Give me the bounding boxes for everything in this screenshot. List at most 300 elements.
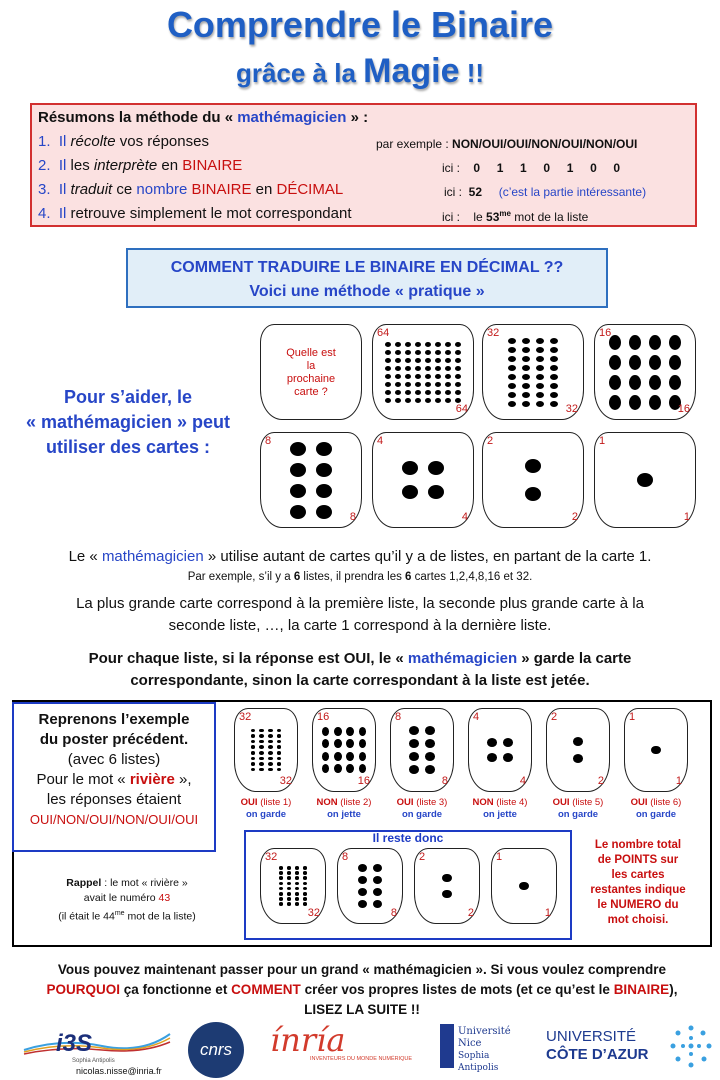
card-dot [428,461,444,475]
card-dot [290,442,306,456]
card-dot [385,350,391,355]
card-dot [536,392,544,398]
para-keep-rule: Pour chaque liste, si la réponse est OUI, le « mathémagicien » garde la carte correspondante, sinon la carte correspondant à la liste est jetée. [88,650,632,689]
card-corner-label: 8 [395,711,402,723]
card-dot [415,358,421,363]
method-step-1: 1. Il récolte vos réponses [38,133,209,150]
card-dot [334,727,341,736]
card-dot [251,745,256,749]
card-dot [435,398,441,403]
card-dot [649,355,661,370]
example-card-4 [468,708,532,792]
card-dot [425,350,431,355]
card-dot [316,484,332,498]
card-dot [536,347,544,353]
card-dot [522,401,530,407]
card-dot [536,383,544,389]
example-card-8 [390,708,454,792]
card-dot [358,876,367,884]
card-corner-label: 2 [419,851,426,863]
card-corner-label: 2 [597,775,604,787]
card-dot [295,887,300,890]
card-corner-label: 16 [357,775,370,787]
card-dot [277,751,282,755]
card-dot [550,347,558,353]
card-dot [268,734,273,738]
card-dot [445,366,451,371]
card-dot [287,887,292,890]
card-dot [609,395,621,410]
card-dot [303,866,308,869]
card-dot [303,876,308,879]
card-dot [358,888,367,896]
card-corner-label: 64 [377,327,390,339]
card-dot [455,382,461,387]
card-dot [405,358,411,363]
card-dot [508,365,516,371]
card-dot [415,342,421,347]
uca-logo: UNIVERSITÉ CÔTE D’AZUR [546,1024,716,1068]
method-step-1-example: par exemple : NON/OUI/OUI/NON/OUI/NON/OUI [376,137,638,151]
cnrs-logo: cnrs [188,1022,250,1066]
card-dot [295,876,300,879]
card-corner-label: 8 [265,435,272,447]
card-corner-label: 16 [599,327,612,339]
card-dot [508,374,516,380]
card-dot [279,871,284,874]
card-dot [629,355,641,370]
remaining-cards-title: Il reste donc [372,831,444,845]
card-16 [594,324,696,420]
card-dot [395,390,401,395]
card-dot [251,740,256,744]
card-corner-label: 8 [441,775,448,787]
card-dot [425,358,431,363]
card-dot [508,338,516,344]
card-dot [455,390,461,395]
card-dot [522,365,530,371]
card-corner-label: 1 [683,511,690,523]
card-dot [303,902,308,905]
card-corner-label: 8 [390,907,397,919]
card-dot [487,753,497,762]
card-dot [409,739,419,748]
comment-line-1: COMMENT TRADUIRE LE BINAIRE EN DÉCIMAL ?? [170,259,564,276]
reminder-note: Rappel : le mot « rivière » avait le numéro 43 (il était le $44^{me}$ mot de la liste) [58,877,196,923]
card-corner-label: 4 [461,511,468,523]
total-points-note: Le nombre total de POINTS sur les cartes restantes indique le NUMERO du mot choisi. [590,839,686,926]
card-8 [260,432,362,528]
card-dot [316,442,332,456]
uca-dots-icon [668,1024,714,1070]
card-dot [508,383,516,389]
card-dot [425,752,435,761]
card-dot [295,892,300,895]
poster-title: Comprendre le Binaire [166,4,554,45]
method-step-2-example: ici : 0 1 1 0 1 0 0 [442,161,621,175]
example-card-verdict: OUI (liste 5) on garde [552,797,604,820]
card-dot [358,864,367,872]
card-dot [287,866,292,869]
card-dot [395,398,401,403]
card-dot [455,342,461,347]
card-dot [425,739,435,748]
card-dot [405,366,411,371]
card-dot [290,463,306,477]
remaining-card-8 [337,848,403,924]
card-dot [637,473,653,487]
example-card-16 [312,708,376,792]
card-dot [287,897,292,900]
card-dot [290,505,306,519]
card-corner-label: 32 [307,907,320,919]
card-64 [372,324,474,420]
card-dot [455,398,461,403]
card-dot [251,768,256,772]
helper-caption [6,385,250,460]
method-step-3-example: ici : 52 (c’est la partie intéressante) [444,185,647,199]
card-corner-label: 32 [565,403,578,415]
card-4 [372,432,474,528]
card-dot [268,762,273,766]
card-dot [334,739,341,748]
card-dot [445,398,451,403]
card-dot [455,374,461,379]
card-dot [405,398,411,403]
card-dot [277,768,282,772]
card-dot [359,752,366,761]
example-intro-line-1: Reprenons l’exemple [38,711,190,728]
card-dot [550,356,558,362]
card-dot [415,350,421,355]
card-dot [268,729,273,733]
example-card-32 [234,708,298,792]
helper-caption-line-2: « mathémagicien » peut [25,412,231,432]
helper-caption-line-3: utiliser des cartes : [45,437,211,457]
card-dot [550,374,558,380]
example-intro-line-5: les réponses étaient [46,791,182,808]
card-dot [536,374,544,380]
example-card-verdict: NON (liste 2) on jette [316,797,372,820]
card-dot [425,765,435,774]
card-dot [550,392,558,398]
card-corner-label: 4 [473,711,480,723]
card-dot [550,365,558,371]
card-dot [277,745,282,749]
card-dot [649,375,661,390]
method-heading: Résumons la méthode du « mathémagicien » : [38,109,369,126]
card-dot [303,871,308,874]
card-dot [609,375,621,390]
card-dot [435,390,441,395]
card-dot [373,888,382,896]
card-dot [669,335,681,350]
card-dot [259,729,264,733]
card-dot [279,876,284,879]
card-dot [629,375,641,390]
card-dot [435,350,441,355]
card-dot [415,382,421,387]
card-dot [445,374,451,379]
card-dot [251,734,256,738]
method-step-3: 3. Il traduit ce nombre BINAIRE en DÉCIMAL [38,181,344,198]
card-dot [334,752,341,761]
card-dot [402,485,418,499]
inria-logo: ínría INVENTEURS DU MONDE NUMÉRIQUE [270,1021,413,1062]
card-dot [573,754,583,763]
card-dot [425,726,435,735]
example-intro-line-4: Pour le mot « rivière », [36,771,192,788]
card-32 [482,324,584,420]
card-dot [503,753,513,762]
card-dot [287,892,292,895]
card-dot [405,374,411,379]
card-dot [334,764,341,773]
card-dot [536,401,544,407]
card-dot [385,358,391,363]
card-dot [268,740,273,744]
card-dot [303,882,308,885]
card-dot [279,866,284,869]
closing-text: Vous pouvez maintenant passer pour un grand « mathémagicien ». Si vous voulez comprendre POURQUOI ça fonctionne et COMMENT créer vos propres listes de mots (et ce qu’est le BINAIRE), LISEZ LA SUITE !! [46,962,678,1017]
card-dot [629,335,641,350]
card-dot [346,739,353,748]
card-dot [322,764,329,773]
card-dot [435,358,441,363]
card-dot [415,390,421,395]
card-dot [251,757,256,761]
card-dot [409,752,419,761]
example-card-verdict: OUI (liste 3) on garde [396,797,448,820]
para-example-six-lists: Par exemple, s’il y a 6 listes, il prendra les 6 cartes 1,2,4,8,16 et 32. [187,571,533,583]
remaining-card-1 [491,848,557,924]
card-dot [425,366,431,371]
card-corner-label: 1 [496,851,503,863]
card-dot [251,751,256,755]
card-dot [251,729,256,733]
card-dot [277,740,282,744]
remaining-card-2 [414,848,480,924]
method-summary-box [30,103,697,227]
card-dot [522,338,530,344]
card-dot [385,374,391,379]
card-dot [259,740,264,744]
card-dot [346,727,353,736]
card-dot [268,751,273,755]
card-dot [268,768,273,772]
contact-email: nicolas.nisse@inria.fr [76,1066,162,1076]
card-dot [519,882,528,890]
card-dot [359,764,366,773]
card-corner-label: 2 [487,435,494,447]
card-dot [402,461,418,475]
card-dot [395,374,401,379]
card-corner-label: 32 [265,851,278,863]
card-dot [508,401,516,407]
card-dot [435,366,441,371]
card-dot [522,383,530,389]
method-step-4: 4. Il retrouve simplement le mot correspondant [38,205,352,222]
card-dot [445,358,451,363]
remaining-card-32 [260,848,326,924]
card-dot [395,350,401,355]
card-dot [525,487,541,501]
card-dot [322,739,329,748]
card-dot [290,484,306,498]
card-dot [508,347,516,353]
card-corner-label: 1 [629,711,636,723]
card-dot [277,729,282,733]
card-dot [522,392,530,398]
card-dot [669,355,681,370]
card-dot [649,395,661,410]
para-card-order: La plus grande carte correspond à la première liste, la seconde plus grande carte à la seconde liste, …, la carte 1 correspond à la dernière liste. [76,595,644,634]
card-dot [373,876,382,884]
card-dot [373,864,382,872]
card-dot [405,350,411,355]
card-dot [268,745,273,749]
card-dot [287,882,292,885]
card-corner-label: 32 [239,711,252,723]
card-dot [455,358,461,363]
card-dot [425,374,431,379]
card-dot [508,392,516,398]
card-dot [536,365,544,371]
card-dot [277,734,282,738]
card-dot [445,382,451,387]
card-dot [405,390,411,395]
card-dot [425,382,431,387]
card-dot [395,382,401,387]
card-corner-label: 16 [677,403,690,415]
card-dot [322,752,329,761]
card-dot [385,382,391,387]
card-dot [279,882,284,885]
example-intro-line-3: (avec 6 listes) [67,751,161,768]
card-corner-label: 1 [675,775,682,787]
card-corner-label: 1 [544,907,551,919]
card-dot [455,350,461,355]
card-dot [425,390,431,395]
card-dot [508,356,516,362]
card-dot [550,401,558,407]
poster-subtitle: grâce à la Magie !! [235,52,485,90]
card-dot [316,463,332,477]
i3s-logo: i3S Sophia Antipolis [22,1024,172,1068]
card-dot [503,738,513,747]
card-dot [277,762,282,766]
card-dot [346,752,353,761]
card-dot [409,765,419,774]
card-corner-label: 2 [467,907,474,919]
example-answers: OUI/NON/OUI/NON/OUI/OUI [29,812,199,827]
card-dot [525,459,541,473]
card-dot [295,902,300,905]
card-dot [629,395,641,410]
question-card [260,324,362,420]
card-dot [395,342,401,347]
card-dot [385,398,391,403]
card-dot [259,734,264,738]
method-step-2: 2. Il les interprète en BINAIRE [38,157,243,174]
card-dot [279,887,284,890]
card-corner-label: 8 [342,851,349,863]
card-dot [609,355,621,370]
card-dot [550,338,558,344]
card-dot [373,900,382,908]
card-dot [455,366,461,371]
card-dot [425,342,431,347]
card-dot [385,390,391,395]
card-dot [268,757,273,761]
card-dot [259,768,264,772]
card-dot [522,347,530,353]
helper-caption-line-1: Pour s’aider, le [63,387,193,407]
card-dot [536,356,544,362]
card-dot [346,764,353,773]
card-dot [395,358,401,363]
card-dot [573,737,583,746]
para-cards-count: Le « mathémagicien » utilise autant de cartes qu’il y a de listes, en partant de la carte 1. [68,548,652,565]
card-corner-label: 4 [377,435,384,447]
card-dot [259,745,264,749]
card-dot [303,897,308,900]
card-dot [279,892,284,895]
card-corner-label: 2 [571,511,578,523]
card-dot [385,366,391,371]
card-dot [435,342,441,347]
card-dot [522,374,530,380]
card-dot [259,762,264,766]
example-intro-line-2: du poster précédent. [39,731,189,748]
example-card-verdict: OUI (liste 1) on garde [240,797,292,820]
question-card-text: Quelle est la prochaine carte ? [286,347,336,398]
method-step-4-example: ici : le $53^{me}$ mot de la liste [442,209,589,224]
card-dot [287,871,292,874]
card-dot [445,350,451,355]
card-dot [536,338,544,344]
card-corner-label: 64 [455,403,468,415]
card-dot [487,738,497,747]
example-intro-box [12,702,216,852]
card-dot [435,382,441,387]
card-1 [594,432,696,528]
card-dot [259,751,264,755]
card-dot [395,366,401,371]
card-corner-label: 1 [599,435,606,447]
card-corner-label: 4 [519,775,526,787]
card-dot [415,366,421,371]
card-dot [359,727,366,736]
card-corner-label: 32 [487,327,500,339]
card-dot [287,876,292,879]
card-dot [279,897,284,900]
card-dot [651,746,661,755]
card-dot [277,757,282,761]
card-dot [428,485,444,499]
card-dot [445,342,451,347]
card-dot [415,398,421,403]
card-dot [415,374,421,379]
card-dot [295,897,300,900]
card-dot [295,866,300,869]
example-card-verdict: OUI (liste 6) on garde [630,797,682,820]
comment-line-2: Voici une méthode « pratique » [249,283,485,300]
card-dot [295,871,300,874]
card-dot [409,726,419,735]
card-corner-label: 8 [349,511,356,523]
example-card-1 [624,708,688,792]
